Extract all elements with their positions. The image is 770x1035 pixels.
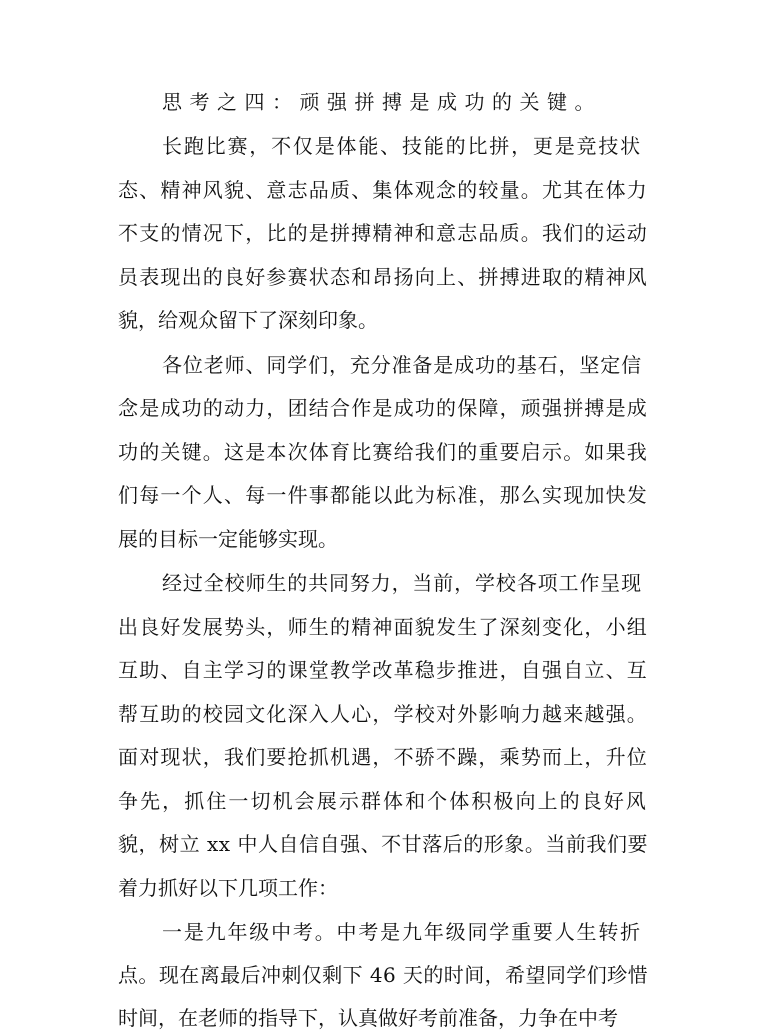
text-line: 展的目标一定能够实现。 <box>118 527 338 551</box>
text-line: 功的关键。这是本次体育比赛给我们的重要启示。如果我 <box>118 440 648 464</box>
text-line: 争先，抓住一切机会展示群体和个体积极向上的良好风 <box>118 789 648 813</box>
text-line: 态、精神风貌、意志品质、集体观念的较量。尤其在体力 <box>118 178 648 202</box>
text-line: 们每一个人、每一件事都能以此为标准，那么实现加快发 <box>118 483 648 507</box>
text-line: 经过全校师生的共同努力，当前，学校各项工作呈现 <box>162 571 642 595</box>
text-line: 点。现在离最后冲刺仅剩下 46 天的时间，希望同学们珍惜 <box>118 963 648 987</box>
text-line: 帮互助的校园文化深入人心，学校对外影响力越来越强。 <box>118 702 648 726</box>
text-line: 长跑比赛，不仅是体能、技能的比拼，更是竞技状 <box>162 134 642 158</box>
text-line: 思考之四：顽强拼搏是成功的关键。 <box>162 90 602 114</box>
text-line: 出良好发展势头，师生的精神面貌发生了深刻变化，小组 <box>118 615 648 639</box>
text-line: 互助、自主学习的课堂教学改革稳步推进，自强自立、互 <box>118 658 648 682</box>
text-line: 各位老师、同学们，充分准备是成功的基石，坚定信 <box>162 353 642 377</box>
text-line: 着力抓好以下几项工作： <box>118 876 338 900</box>
text-line: 员表现出的良好参赛状态和昂扬向上、拼搏进取的精神风 <box>118 265 648 289</box>
text-line: 面对现状，我们要抢抓机遇，不骄不躁，乘势而上，升位 <box>118 745 648 769</box>
text-line: 念是成功的动力，团结合作是成功的保障，顽强拼搏是成 <box>118 396 648 420</box>
text-line: 貌，给观众留下了深刻印象。 <box>118 308 378 332</box>
text-line: 不支的情况下，比的是拼搏精神和意志品质。我们的运动 <box>118 221 648 245</box>
text-line: 一是九年级中考。中考是九年级同学重要人生转折 <box>162 920 642 944</box>
text-line: 貌，树立 xx 中人自信自强、不甘落后的形象。当前我们要 <box>118 832 648 856</box>
text-line: 时间，在老师的指导下，认真做好考前准备，力争在中考 <box>118 1006 618 1030</box>
